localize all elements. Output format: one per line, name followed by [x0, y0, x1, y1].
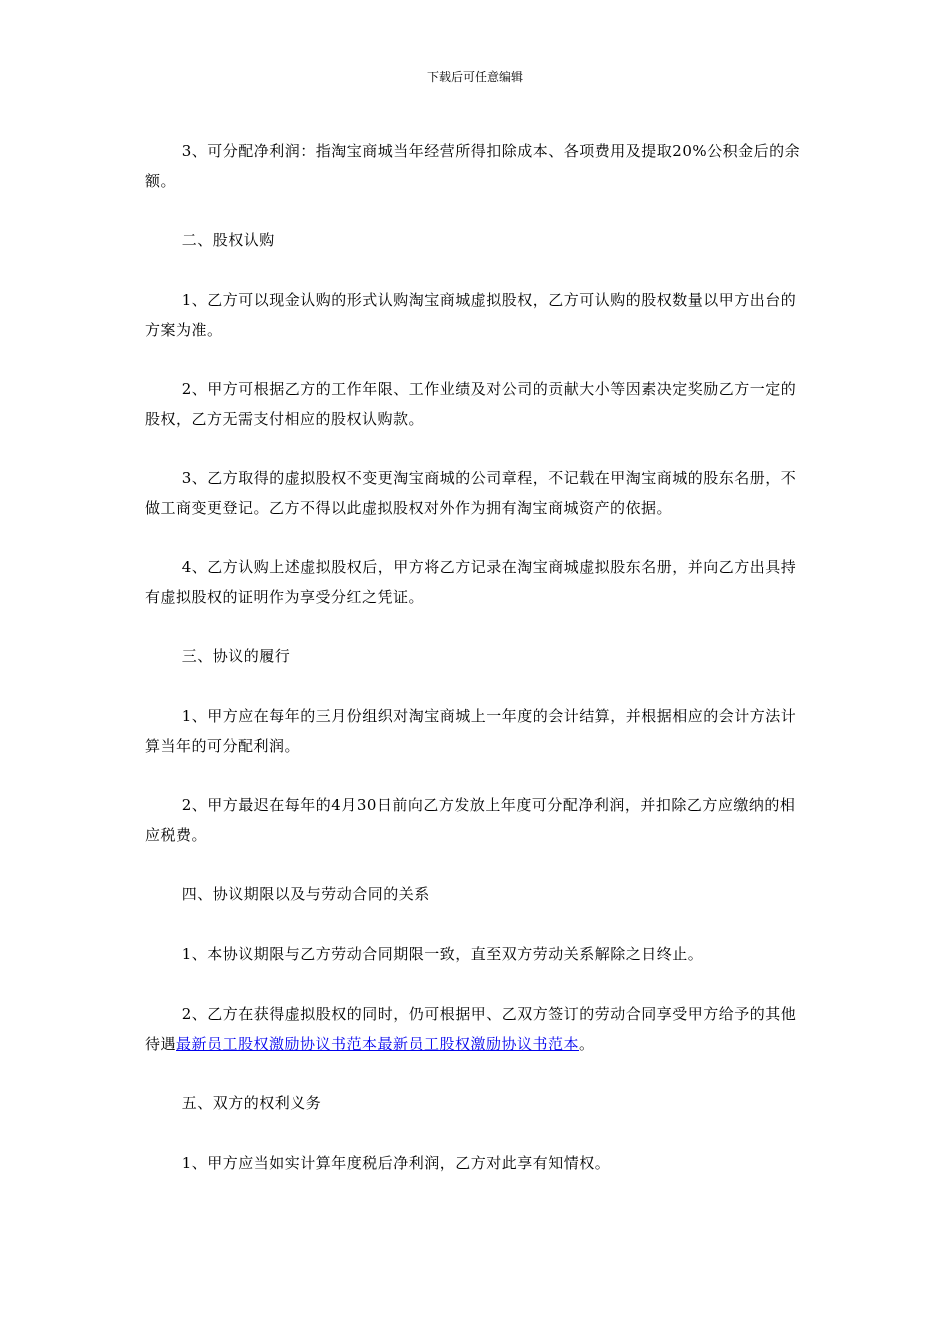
paragraph-cash-subscription: 1、乙方可以现金认购的形式认购淘宝商城虚拟股权，乙方可认购的股权数量以甲方出台的方案为准。 [145, 291, 797, 339]
paragraph-profit-distribution: 2、甲方最迟在每年的4月30日前向乙方发放上年度可分配净利润，并扣除乙方应缴纳的相应税费。 [145, 796, 796, 844]
document-body [145, 136, 805, 1208]
paragraph-reward-equity: 2、甲方可根据乙方的工作年限、工作业绩及对公司的贡献大小等因素决定奖励乙方一定的股权，乙方无需支付相应的股权认购款。 [145, 380, 797, 428]
page-header: 下载后可任意编辑 [426, 70, 523, 84]
section-heading-term: 四、协议期限以及与劳动合同的关系 [181, 885, 430, 903]
paragraph-agreement-term: 1、本协议期限与乙方劳动合同期限一致，直至双方劳动关系解除之日终止。 [181, 945, 704, 963]
paragraph-profit-disclosure: 1、甲方应当如实计算年度税后净利润，乙方对此享有知情权。 [181, 1154, 611, 1172]
section-heading-rights-obligations: 五、双方的权利义务 [181, 1094, 322, 1112]
paragraph-annual-accounting: 1、甲方应在每年的三月份组织对淘宝商城上一年度的会计结算，并根据相应的会计方法计算当年的可分配利润。 [145, 707, 797, 755]
paragraph-other-benefits-end: 。 [579, 1035, 595, 1053]
paragraph-virtual-equity-status: 3、乙方取得的虚拟股权不变更淘宝商城的公司章程，不记载在甲淘宝商城的股东名册，不做工商变更登记。乙方不得以此虚拟股权对外作为拥有淘宝商城资产的依据。 [145, 469, 797, 517]
paragraph-other-benefits [145, 999, 805, 1059]
paragraph-distributable-profit: 3、可分配净利润：指淘宝商城当年经营所得扣除成本、各项费用及提取20%公积金后的余额。 [145, 142, 801, 190]
paragraph-other-benefits-text: 2、乙方在获得虚拟股权的同时，仍可根据甲、乙双方签订的劳动合同享受甲方给予的其他待遇 [145, 1005, 797, 1053]
section-heading-performance: 三、协议的履行 [181, 647, 291, 665]
template-link[interactable]: 最新员工股权激励协议书范本最新员工股权激励协议书范本 [176, 1035, 580, 1053]
section-heading-equity-subscription: 二、股权认购 [181, 231, 275, 249]
paragraph-shareholder-register: 4、乙方认购上述虚拟股权后，甲方将乙方记录在淘宝商城虚拟股东名册，并向乙方出具持有虚拟股权的证明作为享受分红之凭证。 [145, 558, 797, 606]
